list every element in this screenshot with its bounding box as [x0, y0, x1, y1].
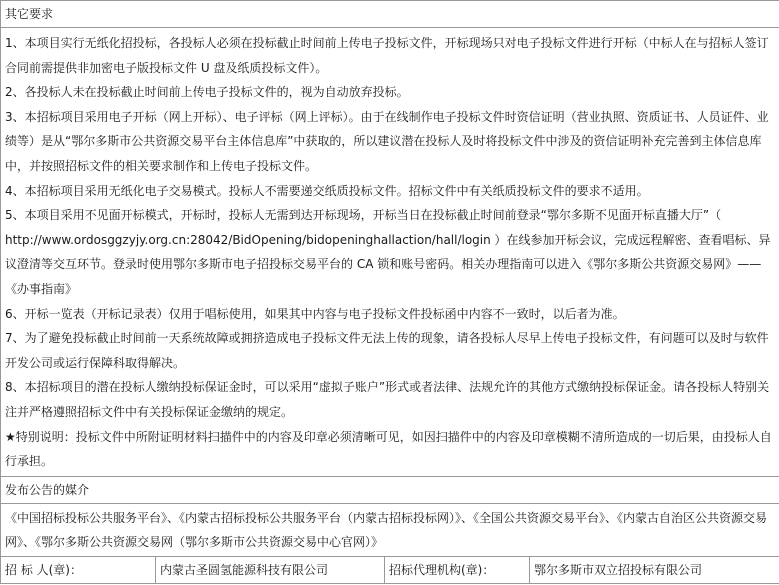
signature-row: [1, 556, 779, 583]
publish-media-body-row: [1, 503, 779, 556]
requirement-item-3: 3、本招标项目采用电子开标（网上开标）、电子评标（网上评标）。由于在线制作电子投标文件时资信证明（营业执照、资质证书、人员证件、业绩等）是从“鄂尔多斯市公共资源交易平台主体信息库”中获取的，所以建议潜在投标人及时将投标文件中涉及的资信证明补充完善到主体信息库中，并按照招标文件的相关要求制作和上传电子投标文件。: [5, 109, 769, 173]
requirement-item-7: 7、为了避免投标截止时间前一天系统故障或拥挤造成电子投标文件无法上传的现象，请各投标人尽早上传电子投标文件，有问题可以及时与软件开发公司或运行保障科取得解决。: [5, 331, 769, 370]
requirement-item-6: 6、开标一览表（开标记录表）仅用于唱标使用，如果其中内容与电子投标文件投标函中内容不一致时，以后者为准。: [5, 306, 625, 321]
tenderer-value: 内蒙古圣圆氢能源科技有限公司: [156, 556, 385, 583]
publish-media-text: 《中国招标投标公共服务平台》、《内蒙古招标投标公共服务平台（内蒙古招标投标网）》、《全国公共资源交易平台》、《内蒙古自治区公共资源交易网》、《鄂尔多斯公共资源交易网（鄂尔多斯市公共资源交易中心官网）》: [1, 503, 779, 556]
tenderer-label: 招 标 人(章)：: [1, 556, 156, 583]
agency-label: 招标代理机构(章)：: [385, 556, 530, 583]
agency-value: 鄂尔多斯市双立招投标有限公司: [530, 556, 779, 583]
requirement-item-1: 1、本项目实行无纸化招投标，各投标人必须在投标截止时间前上传电子投标文件，开标现场只对电子投标文件进行开标（中标人在与招标人签订合同前需提供非加密电子版投标文件 U 盘及纸质投标文件）。: [5, 36, 769, 75]
other-requirements-title: 其它要求: [1, 1, 779, 28]
special-note: ★特别说明：投标文件中所附证明材料扫描件中的内容及印章必须清晰可见，如因扫描件中的内容及印章模糊不清所造成的一切后果，由投标人自行承担。: [5, 429, 772, 469]
publish-media-title: 发布公告的媒介: [1, 476, 779, 503]
publish-media-header-row: [1, 476, 779, 503]
other-requirements-header-row: [1, 1, 779, 28]
requirement-item-2: 2、各投标人未在投标截止时间前上传电子投标文件的，视为自动放弃投标。: [5, 85, 409, 100]
requirement-item-5: 5、本项目采用不见面开标模式，开标时，投标人无需到达开标现场，开标当日在投标截止时间前登录“鄂尔多斯不见面开标直播大厅”（ http://www.ordosggzyjy.org.cn:28042/BidOpening/bidopeninghallaction/hall/login ）在线参加开标会议，完成远程解密、查看唱标、异议澄清等交互环节。登录时使用鄂尔多斯市电子招投标交易平台的 CA 锁和账号密码。相关办理指南可以进入《鄂尔多斯公共资源交易网》——《办事指南》: [5, 208, 771, 296]
other-requirements-body: [1, 28, 779, 477]
other-requirements-body-row: [1, 28, 779, 477]
requirement-item-8: 8、本招标项目的潜在投标人缴纳投标保证金时，可以采用“虚拟子账户”形式或者法律、法规允许的其他方式缴纳投标保证金。请各投标人特别关注并严格遵照招标文件中有关投标保证金缴纳的规定。: [5, 380, 770, 419]
requirement-item-4: 4、本招标项目采用无纸化电子交易模式。投标人不需要递交纸质投标文件。招标文件中有关纸质投标文件的要求不适用。: [5, 183, 649, 198]
